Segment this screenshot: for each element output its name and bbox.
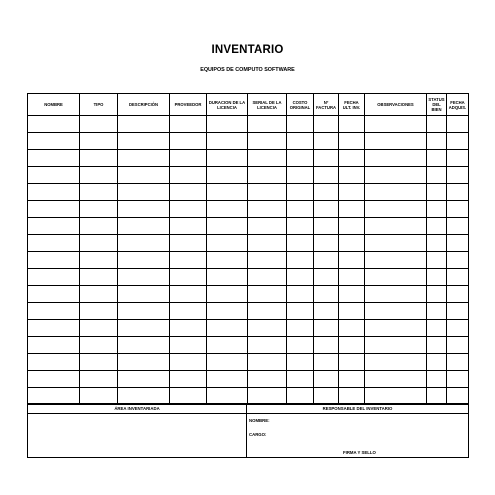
table-cell[interactable] (207, 116, 248, 133)
col-header-tipo: TIPO (80, 94, 118, 116)
table-cell[interactable] (365, 201, 427, 218)
firma-sello-label: FIRMA Y SELLO (343, 450, 376, 455)
table-cell[interactable] (447, 184, 469, 201)
table-cell[interactable] (447, 269, 469, 286)
table-cell[interactable] (287, 133, 314, 150)
table-cell[interactable] (314, 252, 339, 269)
table-cell[interactable] (80, 286, 118, 303)
table-cell[interactable] (118, 286, 170, 303)
table-cell[interactable] (28, 184, 80, 201)
table-cell[interactable] (447, 388, 469, 405)
table-cell[interactable] (314, 354, 339, 371)
table-cell[interactable] (447, 286, 469, 303)
table-row (28, 252, 469, 269)
col-header-nombre: NOMBRE (28, 94, 80, 116)
table-cell[interactable] (287, 235, 314, 252)
area-inventariada-field[interactable] (28, 414, 247, 458)
table-cell[interactable] (427, 371, 447, 388)
table-cell[interactable] (365, 235, 427, 252)
table-cell[interactable] (118, 354, 170, 371)
table-cell[interactable] (170, 218, 207, 235)
table-cell[interactable] (365, 388, 427, 405)
table-cell[interactable] (365, 218, 427, 235)
table-cell[interactable] (80, 133, 118, 150)
table-cell[interactable] (427, 167, 447, 184)
table-cell[interactable] (339, 269, 365, 286)
table-cell[interactable] (80, 167, 118, 184)
table-cell[interactable] (170, 167, 207, 184)
table-cell[interactable] (287, 286, 314, 303)
table-cell[interactable] (447, 133, 469, 150)
table-cell[interactable] (118, 184, 170, 201)
table-cell[interactable] (118, 201, 170, 218)
table-cell[interactable] (170, 133, 207, 150)
table-cell[interactable] (80, 150, 118, 167)
table-cell[interactable] (287, 371, 314, 388)
table-cell[interactable] (248, 235, 287, 252)
responsable-field[interactable] (247, 414, 469, 458)
table-cell[interactable] (28, 201, 80, 218)
table-cell[interactable] (170, 388, 207, 405)
table-cell[interactable] (80, 252, 118, 269)
table-cell[interactable] (314, 116, 339, 133)
table-cell[interactable] (170, 252, 207, 269)
table-cell[interactable] (339, 184, 365, 201)
table-cell[interactable] (287, 252, 314, 269)
table-cell[interactable] (207, 303, 248, 320)
table-row (28, 150, 469, 167)
table-cell[interactable] (170, 303, 207, 320)
table-cell[interactable] (365, 286, 427, 303)
table-cell[interactable] (339, 218, 365, 235)
table-cell[interactable] (170, 116, 207, 133)
table-row (28, 286, 469, 303)
table-cell[interactable] (248, 388, 287, 405)
table-cell[interactable] (170, 371, 207, 388)
table-cell[interactable] (248, 303, 287, 320)
table-cell[interactable] (287, 388, 314, 405)
table-cell[interactable] (80, 354, 118, 371)
table-cell[interactable] (118, 252, 170, 269)
table-cell[interactable] (287, 150, 314, 167)
table-cell[interactable] (170, 269, 207, 286)
table-cell[interactable] (28, 235, 80, 252)
table-cell[interactable] (365, 252, 427, 269)
table-cell[interactable] (248, 252, 287, 269)
table-cell[interactable] (28, 269, 80, 286)
table-cell[interactable] (207, 235, 248, 252)
table-cell[interactable] (28, 286, 80, 303)
table-cell[interactable] (447, 235, 469, 252)
table-cell[interactable] (28, 388, 80, 405)
table-cell[interactable] (248, 371, 287, 388)
col-header-status-bien: STATUS DEL BIEN (427, 94, 447, 116)
table-cell[interactable] (248, 184, 287, 201)
table-row (28, 218, 469, 235)
col-header-proveedor: PROVEEDOR (170, 94, 207, 116)
col-header-serial-licencia: SERIAL DE LA LICENCIA (248, 94, 287, 116)
col-header-observaciones: OBSERVACIONES (365, 94, 427, 116)
table-cell[interactable] (427, 116, 447, 133)
table-cell[interactable] (207, 150, 248, 167)
table-row (28, 133, 469, 150)
table-cell[interactable] (207, 354, 248, 371)
cargo-label: CARGO: (249, 432, 267, 437)
responsable-label: RESPONSABLE DEL INVENTARIO (247, 404, 469, 414)
table-row (28, 235, 469, 252)
table-cell[interactable] (314, 184, 339, 201)
table-row (28, 320, 469, 337)
table-cell[interactable] (427, 303, 447, 320)
col-header-fecha-ult-inv: FECHA ULT. INV. (339, 94, 365, 116)
table-cell[interactable] (170, 354, 207, 371)
table-cell[interactable] (207, 269, 248, 286)
table-cell[interactable] (314, 235, 339, 252)
document-title: INVENTARIO (211, 44, 284, 56)
table-cell[interactable] (207, 252, 248, 269)
table-cell[interactable] (314, 269, 339, 286)
table-cell[interactable] (248, 167, 287, 184)
col-header-fecha-adquis: FECHA ADQUIS. (447, 94, 469, 116)
table-cell[interactable] (28, 133, 80, 150)
table-cell[interactable] (248, 320, 287, 337)
document-subtitle: EQUIPOS DE COMPUTO SOFTWARE (200, 67, 295, 73)
table-cell[interactable] (427, 201, 447, 218)
inventory-table (27, 93, 469, 405)
table-cell[interactable] (207, 167, 248, 184)
table-cell[interactable] (170, 235, 207, 252)
table-cell[interactable] (28, 371, 80, 388)
table-cell[interactable] (287, 116, 314, 133)
table-cell[interactable] (427, 354, 447, 371)
table-cell[interactable] (207, 320, 248, 337)
table-cell[interactable] (365, 320, 427, 337)
table-cell[interactable] (427, 184, 447, 201)
table-cell[interactable] (339, 320, 365, 337)
table-cell[interactable] (365, 167, 427, 184)
table-cell[interactable] (339, 286, 365, 303)
table-cell[interactable] (80, 303, 118, 320)
table-cell[interactable] (365, 354, 427, 371)
table-cell[interactable] (339, 388, 365, 405)
table-cell[interactable] (427, 388, 447, 405)
table-cell[interactable] (28, 218, 80, 235)
table-cell[interactable] (28, 167, 80, 184)
table-cell[interactable] (339, 235, 365, 252)
table-cell[interactable] (314, 320, 339, 337)
table-cell[interactable] (207, 133, 248, 150)
table-cell[interactable] (447, 371, 469, 388)
table-cell[interactable] (339, 150, 365, 167)
table-cell[interactable] (118, 218, 170, 235)
table-cell[interactable] (287, 320, 314, 337)
table-cell[interactable] (287, 354, 314, 371)
table-cell[interactable] (339, 354, 365, 371)
table-cell[interactable] (447, 201, 469, 218)
table-cell[interactable] (339, 252, 365, 269)
table-cell[interactable] (314, 371, 339, 388)
table-cell[interactable] (80, 320, 118, 337)
inventory-body (28, 116, 469, 405)
table-cell[interactable] (287, 167, 314, 184)
table-cell[interactable] (28, 150, 80, 167)
table-cell[interactable] (447, 218, 469, 235)
table-cell[interactable] (314, 337, 339, 354)
table-cell[interactable] (427, 150, 447, 167)
table-cell[interactable] (447, 167, 469, 184)
table-cell[interactable] (314, 133, 339, 150)
table-row (28, 167, 469, 184)
table-cell[interactable] (170, 337, 207, 354)
table-cell[interactable] (314, 150, 339, 167)
table-row (28, 388, 469, 405)
table-cell[interactable] (118, 269, 170, 286)
table-cell[interactable] (118, 150, 170, 167)
table-cell[interactable] (365, 303, 427, 320)
table-cell[interactable] (207, 388, 248, 405)
table-cell[interactable] (248, 286, 287, 303)
table-cell[interactable] (447, 150, 469, 167)
table-cell[interactable] (118, 337, 170, 354)
table-cell[interactable] (287, 269, 314, 286)
table-cell[interactable] (427, 133, 447, 150)
table-cell[interactable] (80, 235, 118, 252)
table-cell[interactable] (28, 116, 80, 133)
table-cell[interactable] (248, 133, 287, 150)
table-cell[interactable] (28, 320, 80, 337)
table-cell[interactable] (287, 184, 314, 201)
table-cell[interactable] (365, 371, 427, 388)
table-cell[interactable] (287, 303, 314, 320)
table-cell[interactable] (248, 218, 287, 235)
table-cell[interactable] (427, 337, 447, 354)
table-cell[interactable] (118, 303, 170, 320)
col-header-n-factura: Nº FACTURA (314, 94, 339, 116)
table-cell[interactable] (365, 133, 427, 150)
table-cell[interactable] (80, 116, 118, 133)
table-cell[interactable] (447, 116, 469, 133)
table-cell[interactable] (427, 252, 447, 269)
table-cell[interactable] (118, 388, 170, 405)
table-cell[interactable] (447, 354, 469, 371)
table-cell[interactable] (118, 167, 170, 184)
table-row (28, 303, 469, 320)
table-cell[interactable] (207, 286, 248, 303)
col-header-descripcion: DESCRIPCIÓN (118, 94, 170, 116)
table-cell[interactable] (28, 337, 80, 354)
table-cell[interactable] (365, 184, 427, 201)
col-header-duracion-licencia: DURACION DE LA LICENCIA (207, 94, 248, 116)
table-cell[interactable] (170, 320, 207, 337)
table-cell[interactable] (28, 303, 80, 320)
table-cell[interactable] (118, 320, 170, 337)
table-cell[interactable] (365, 150, 427, 167)
table-cell[interactable] (207, 184, 248, 201)
table-cell[interactable] (207, 218, 248, 235)
table-cell[interactable] (339, 116, 365, 133)
footer-table (27, 403, 469, 458)
table-cell[interactable] (80, 269, 118, 286)
table-row (28, 116, 469, 133)
table-cell[interactable] (427, 269, 447, 286)
table-cell[interactable] (339, 133, 365, 150)
table-cell[interactable] (287, 218, 314, 235)
table-row (28, 354, 469, 371)
table-cell[interactable] (248, 354, 287, 371)
col-header-costo-original: COSTO ORIGINAL (287, 94, 314, 116)
table-cell[interactable] (339, 167, 365, 184)
table-row (28, 371, 469, 388)
table-cell[interactable] (447, 252, 469, 269)
table-cell[interactable] (248, 337, 287, 354)
table-cell[interactable] (248, 116, 287, 133)
table-cell[interactable] (118, 133, 170, 150)
table-cell[interactable] (118, 235, 170, 252)
table-cell[interactable] (118, 116, 170, 133)
table-cell[interactable] (365, 269, 427, 286)
table-cell[interactable] (314, 167, 339, 184)
table-cell[interactable] (80, 371, 118, 388)
table-cell[interactable] (248, 150, 287, 167)
table-cell[interactable] (365, 116, 427, 133)
table-cell[interactable] (427, 235, 447, 252)
table-cell[interactable] (427, 320, 447, 337)
table-row (28, 269, 469, 286)
table-cell[interactable] (80, 337, 118, 354)
nombre-label: NOMBRE: (249, 418, 270, 423)
table-cell[interactable] (80, 201, 118, 218)
table-cell[interactable] (170, 150, 207, 167)
table-row (28, 201, 469, 218)
area-inventariada-label: ÁREA INVENTARIADA (28, 404, 247, 414)
table-cell[interactable] (447, 337, 469, 354)
table-cell[interactable] (287, 337, 314, 354)
table-cell[interactable] (339, 201, 365, 218)
table-cell[interactable] (314, 388, 339, 405)
table-cell[interactable] (427, 218, 447, 235)
table-cell[interactable] (314, 218, 339, 235)
table-cell[interactable] (314, 303, 339, 320)
table-cell[interactable] (80, 218, 118, 235)
table-cell[interactable] (28, 252, 80, 269)
table-cell[interactable] (314, 286, 339, 303)
header-row (28, 94, 469, 116)
table-cell[interactable] (365, 337, 427, 354)
table-cell[interactable] (427, 286, 447, 303)
table-cell[interactable] (447, 320, 469, 337)
table-cell[interactable] (80, 388, 118, 405)
table-cell[interactable] (118, 371, 170, 388)
table-cell[interactable] (248, 201, 287, 218)
table-cell[interactable] (447, 303, 469, 320)
table-row (28, 337, 469, 354)
table-cell[interactable] (248, 269, 287, 286)
table-cell[interactable] (207, 371, 248, 388)
table-cell[interactable] (170, 184, 207, 201)
table-cell[interactable] (287, 201, 314, 218)
table-row (28, 184, 469, 201)
table-cell[interactable] (339, 371, 365, 388)
table-cell[interactable] (170, 286, 207, 303)
table-cell[interactable] (207, 337, 248, 354)
table-cell[interactable] (207, 201, 248, 218)
table-cell[interactable] (170, 201, 207, 218)
table-cell[interactable] (339, 337, 365, 354)
table-cell[interactable] (80, 184, 118, 201)
table-cell[interactable] (314, 201, 339, 218)
table-cell[interactable] (28, 354, 80, 371)
table-cell[interactable] (339, 303, 365, 320)
